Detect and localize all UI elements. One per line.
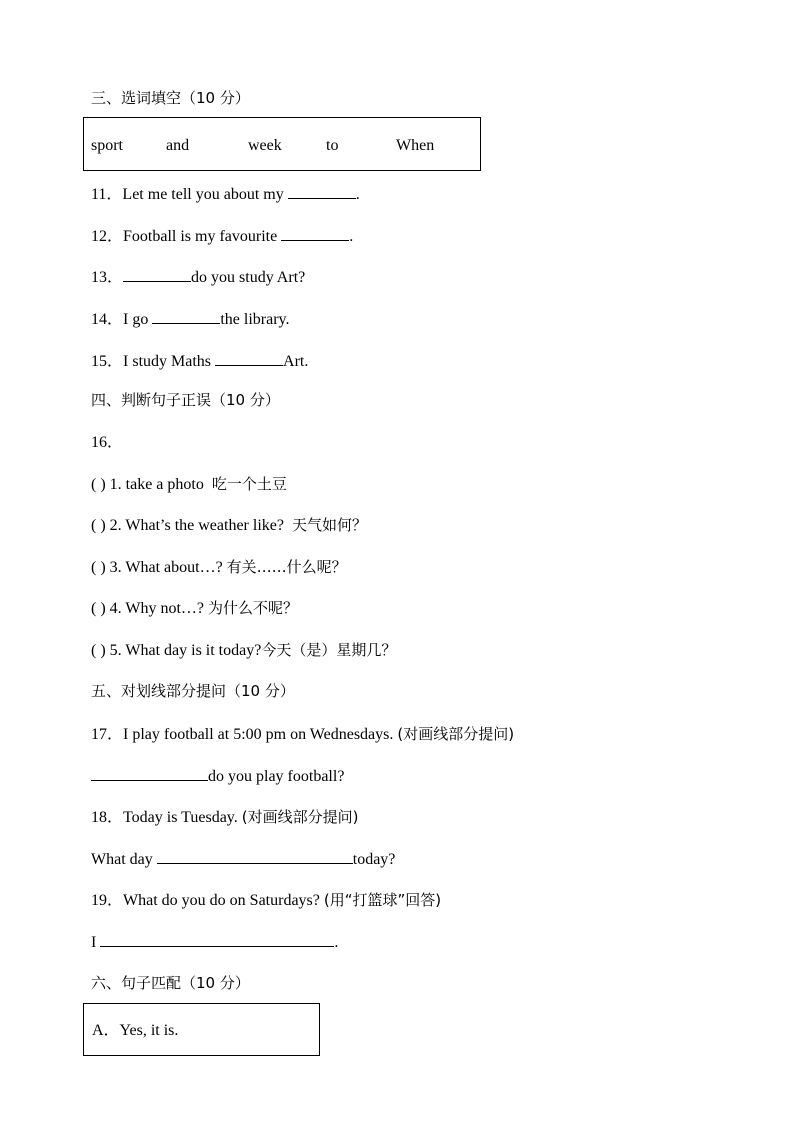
- word-bank-box: [83, 117, 481, 171]
- answer-blank[interactable]: [288, 183, 356, 199]
- question-14: 14．I go the library.: [91, 308, 290, 330]
- word-bank-item: and: [166, 137, 190, 154]
- question-18: 18．Today is Tuesday. (对画线部分提问): [91, 808, 359, 826]
- judge-item: ( ) 4. Why not…? 为什么不呢？: [91, 599, 299, 617]
- answer-blank[interactable]: [152, 308, 220, 324]
- answer-blank[interactable]: [157, 848, 353, 864]
- answer-blank[interactable]: [91, 765, 208, 781]
- question-18-answer: What day today?: [91, 848, 395, 870]
- judge-item: ( ) 5. What day is it today?今天（是）星期几？: [91, 641, 397, 659]
- word-bank-item: sport: [91, 137, 123, 154]
- question-12: 12．Football is my favourite .: [91, 225, 353, 247]
- answer-blank[interactable]: [123, 266, 191, 282]
- question-19-answer: I .: [91, 931, 338, 953]
- answer-blank[interactable]: [100, 931, 334, 947]
- section5-heading: 五、对划线部分提问（10 分）: [91, 682, 295, 700]
- match-option-box: [83, 1003, 320, 1056]
- question-17: 17．I play football at 5:00 pm on Wednesdays. (对画线部分提问): [91, 725, 515, 743]
- judge-item: ( ) 3. What about…? 有关……什么呢？: [91, 558, 347, 576]
- section6-heading: 六、句子匹配（10 分）: [91, 974, 250, 992]
- word-bank-item: to: [326, 137, 339, 154]
- section4-heading: 四、判断句子正误（10 分）: [91, 391, 280, 409]
- answer-blank[interactable]: [215, 350, 283, 366]
- question-19: 19．What do you do on Saturdays? (用“打篮球”回答): [91, 891, 442, 909]
- answer-blank[interactable]: [281, 225, 349, 241]
- question-13: 13． do you study Art?: [91, 266, 305, 288]
- question-17-answer: do you play football?: [91, 765, 344, 787]
- judge-item: ( ) 1. take a photo 吃一个土豆: [91, 475, 287, 493]
- question-15: 15．I study Maths Art.: [91, 350, 308, 372]
- match-option-a: A．Yes, it is.: [92, 1022, 179, 1039]
- judge-item: ( ) 2. What’s the weather like? 天气如何？: [91, 516, 367, 534]
- section3-heading: 三、选词填空（10 分）: [91, 89, 250, 107]
- word-bank-item: When: [396, 137, 435, 154]
- question-16-number: 16．: [91, 434, 124, 451]
- word-bank-item: week: [248, 137, 282, 154]
- question-11: 11．Let me tell you about my .: [91, 183, 360, 205]
